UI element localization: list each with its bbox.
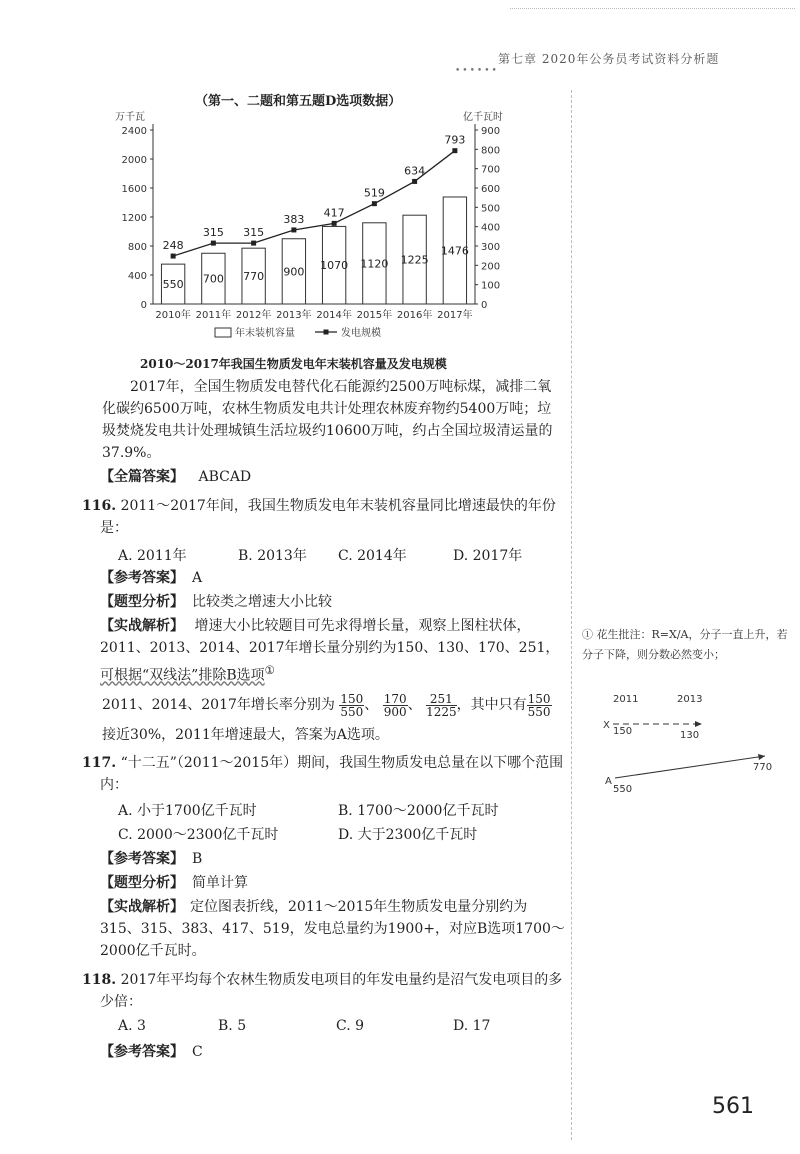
q116-opt-d: D. 2017年: [453, 548, 523, 564]
q118-opt-a: A. 3: [118, 1018, 146, 1034]
x-tick-label: 2015年: [356, 310, 393, 321]
x-tick-label: 2011年: [195, 310, 232, 321]
line-point: [372, 201, 377, 206]
side-note-diagram: [585, 688, 785, 803]
right-tick-label: 200: [481, 261, 501, 273]
q116-type: 【题型分析】 比较类之增速大小比较: [100, 594, 332, 610]
header-dots: ••••••: [455, 66, 499, 76]
q116-answer: 【参考答案】 A: [100, 570, 203, 586]
margin-separator: [571, 90, 572, 1140]
fraction-170-900: $\frac{170}{900}$: [383, 691, 407, 719]
left-tick-label: 2400: [121, 126, 147, 137]
line-value-label: 248: [162, 239, 184, 253]
chart-caption: 2010～2017年我国生物质发电年末装机容量及发电规模: [140, 357, 447, 371]
q116-options: [118, 545, 568, 567]
q117-answer: 【参考答案】 B: [100, 851, 203, 867]
q116-opt-a: A. 2011年: [118, 548, 187, 564]
bar-value-label: 900: [283, 265, 305, 279]
q118-options: [118, 1018, 568, 1040]
bar-value-label: 1225: [400, 253, 429, 267]
combo-chart: [105, 108, 525, 348]
line-value-label: 793: [444, 133, 466, 147]
line-point: [211, 241, 216, 246]
line-point: [291, 227, 296, 232]
running-header: 第七章 2020年公务员考试资料分析题: [498, 52, 720, 66]
left-tick-label: 1600: [121, 184, 147, 195]
legend-line-marker: [324, 330, 329, 335]
right-tick-label: 900: [481, 126, 501, 137]
x-tick-label: 2016年: [396, 310, 433, 321]
q117-opt-c: C. 2000～2300亿千瓦时: [118, 827, 279, 843]
bar-value-label: 1476: [440, 244, 469, 258]
line-point: [332, 221, 337, 226]
legend-line-label: 发电规模: [341, 328, 381, 339]
q116-number: 116.: [82, 498, 117, 514]
side-a-550: 550: [613, 784, 633, 795]
q118-opt-b: B. 5: [218, 1018, 247, 1034]
q116-opt-b: B. 2013年: [238, 548, 307, 564]
x-tick-label: 2014年: [316, 310, 352, 321]
q116-analysis-2: 2011、2014、2017年增长率分别为 $\frac{150}{550}$ 、 $\frac{170}{900}$ 、 $\frac{251}{1225}$ ，其中只有 $\frac{150}{550}$ 接近30%，2011年增速最大，答案为A选项。: [102, 691, 551, 743]
side-x-label: X: [603, 720, 610, 731]
fraction-251-1225: $\frac{251}{1225}$: [426, 691, 457, 719]
page-number: 561: [712, 1094, 754, 1119]
side-x-arrow-head: [695, 721, 702, 727]
left-tick-label: 400: [127, 271, 147, 282]
q117-options: [118, 800, 568, 850]
right-tick-label: 800: [481, 145, 501, 157]
right-tick-label: 500: [481, 203, 501, 215]
x-tick-label: 2012年: [235, 310, 272, 321]
q117-opt-d: D. 大于2300亿千瓦时: [338, 827, 478, 843]
left-axis-unit: 万千瓦: [115, 112, 145, 123]
side-a-770: 770: [753, 762, 773, 773]
right-tick-label: 100: [481, 280, 501, 292]
q117-number: 117.: [82, 755, 117, 771]
line-point: [171, 254, 176, 259]
q117-stem: 117. “十二五”（2011～2015年）期间，我国生物质发电总量在以下哪个范围内：: [82, 755, 564, 793]
right-tick-label: 700: [481, 164, 501, 176]
line-point: [452, 148, 457, 153]
bar-value-label: 1120: [360, 257, 389, 271]
x-tick-label: 2010年: [155, 310, 191, 321]
right-tick-label: 600: [481, 184, 501, 195]
q116-opt-c: C. 2014年: [338, 548, 407, 564]
side-a-label: A: [605, 776, 612, 787]
line-value-label: 417: [323, 206, 345, 220]
q117-analysis: 【实战解析】 定位图表折线，2011～2015年生物质发电量分别约为315、315、383、417、519，发电总量约为1900+，对应B选项1700～2000亿千瓦时。: [100, 899, 565, 959]
side-a-line: [615, 756, 765, 778]
side-x-130: 130: [680, 730, 700, 741]
line-value-label: 383: [283, 212, 305, 226]
intro-paragraph: 2017年，全国生物质发电替代化石能源约2500万吨标煤，减排二氧化碳约6500万吨，农林生物质发电共计处理农林废弃物约5400万吨；垃圾焚烧发电共计处理城镇生活垃圾约10600万吨，约占全国垃圾清运量的37.9%。: [102, 379, 553, 461]
bar-value-label: 550: [162, 278, 184, 292]
full-answer: 【全篇答案】 ABCAD: [100, 469, 252, 485]
line-value-label: 315: [243, 226, 265, 240]
legend-bar-swatch: [215, 328, 231, 337]
left-tick-label: 0: [140, 300, 147, 311]
side-year-2011: 2011: [613, 694, 639, 705]
right-tick-label: 300: [481, 242, 501, 253]
q117-opt-b: B. 1700～2000亿千瓦时: [338, 803, 499, 819]
line-value-label: 519: [363, 186, 385, 200]
top-dotted-rule: [510, 8, 795, 9]
left-tick-label: 800: [127, 242, 147, 253]
q118-stem: 118. 2017年平均每个农林生物质发电项目的年发电量约是沼气发电项目的多少倍：: [82, 972, 563, 1010]
bar-value-label: 700: [202, 272, 224, 286]
q118-answer: 【参考答案】 C: [100, 1044, 203, 1060]
right-tick-label: 400: [481, 222, 501, 234]
line-value-label: 634: [404, 164, 426, 178]
side-year-2013: 2013: [677, 694, 703, 705]
q118-opt-d: D. 17: [453, 1018, 491, 1034]
q118-number: 118.: [82, 972, 117, 988]
right-tick-label: 0: [481, 300, 488, 311]
bar-value-label: 770: [243, 270, 265, 284]
line-point: [412, 179, 417, 184]
fraction-150-550: $\frac{150}{550}$: [340, 691, 364, 719]
legend-bar-label: 年末装机容量: [235, 328, 295, 339]
side-note: ① 花生批注：R=X/A，分子一直上升，若分子下降，则分数必然变小；: [582, 628, 788, 661]
side-a-arrow-head: [758, 754, 765, 760]
left-tick-label: 1200: [121, 213, 147, 224]
q117-type: 【题型分析】 简单计算: [100, 875, 248, 891]
x-tick-label: 2017年: [437, 310, 473, 321]
fraction-150-550-b: $\frac{150}{550}$: [527, 691, 551, 719]
q117-opt-a: A. 小于1700亿千瓦时: [118, 803, 257, 819]
bar-value-label: 1070: [320, 259, 349, 273]
line-value-label: 315: [202, 226, 224, 240]
chart-heading: （第一、二题和第五题D选项数据）: [195, 94, 402, 109]
q118-opt-c: C. 9: [336, 1018, 365, 1034]
x-tick-label: 2013年: [276, 310, 312, 321]
line-point: [251, 241, 256, 246]
right-axis-unit: 亿千瓦时: [463, 112, 503, 123]
q116-analysis: 【实战解析】 增速大小比较题目可先求得增长量，观察上图柱状体，2011、2013、2014、2017年增长量分别约为150、130、170、251，可根据“双线法”排除B选项①: [100, 618, 560, 684]
q116-stem: 116. 2011～2017年间，我国生物质发电年末装机容量同比增速最快的年份是：: [82, 498, 556, 536]
side-x-150: 150: [613, 726, 633, 737]
left-tick-label: 2000: [121, 155, 147, 166]
